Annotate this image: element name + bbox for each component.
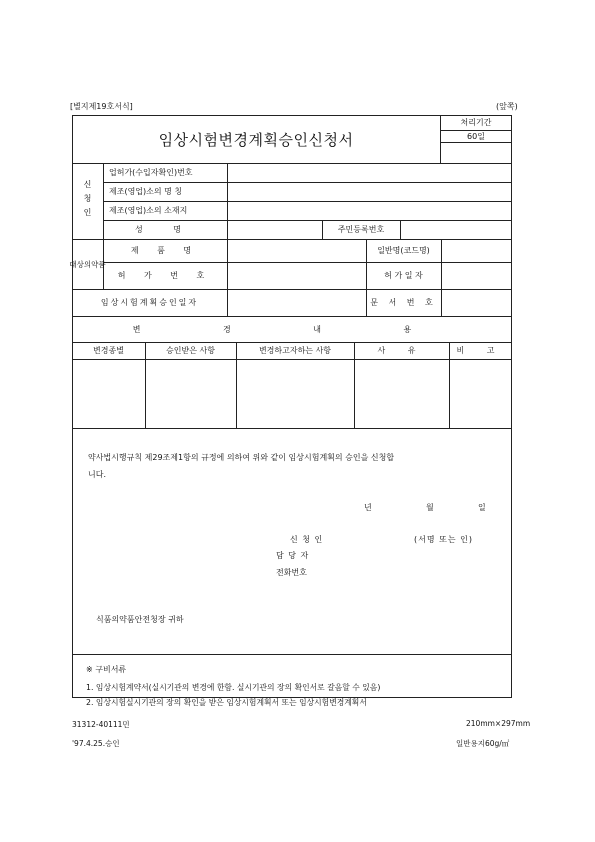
changes-section-title: 변 경 내 용: [132, 324, 452, 334]
resident-number-label: 주민등록번호: [337, 225, 385, 234]
company-name-label: 제조(영업)소의 명 칭: [109, 187, 183, 196]
signature-note: (서명 또는 인): [414, 535, 473, 544]
column-remarks: 비 고: [456, 346, 505, 355]
date-day-label: 일: [478, 503, 486, 512]
license-number-label: 업허가(수입자확인)번호: [109, 168, 193, 177]
document-number-field[interactable]: [442, 290, 511, 315]
date-month-label: 월: [426, 503, 434, 512]
remarks-field[interactable]: [450, 360, 511, 427]
applicant-name-label: 성 명: [135, 225, 195, 234]
attachment-item-2: 2. 임상시험실시기관의 장의 확인을 받은 임상시험계획서 또는 임상시험변경계획서: [86, 698, 367, 707]
attachments-title: ※ 구비서류: [86, 665, 127, 674]
page-side-label: (앞쪽): [496, 102, 518, 111]
reason-field[interactable]: [355, 360, 448, 427]
product-name-field[interactable]: [228, 240, 365, 261]
applicant-group-text: 신청인: [83, 180, 92, 222]
statement-line-1: 약사법시행규칙 제29조제1항의 규정에 의하여 위와 같이 임상시험계획의 승인을 신청합: [88, 453, 395, 462]
company-address-label: 제조(영업)소의 소재지: [109, 206, 188, 215]
processing-period-value: 60일: [467, 131, 485, 141]
document-number-label: 문 서 번 호: [370, 298, 437, 307]
change-type-field[interactable]: [73, 360, 144, 427]
document-title: 임상시험변경계획승인신청서: [158, 130, 354, 149]
permit-date-label: 허 가 일 자: [384, 271, 423, 280]
applicant-sign-label: 신 청 인: [290, 535, 324, 544]
requested-changes-field[interactable]: [237, 360, 353, 427]
approval-date-field[interactable]: [228, 290, 365, 315]
column-reason: 사 유: [377, 346, 426, 355]
applicant-group-label: [72, 163, 103, 239]
product-name-label: 제 품 명: [130, 246, 200, 255]
paper-size: 210mm×297mm: [466, 719, 531, 728]
date-year-label: 년: [364, 503, 372, 512]
company-name-field[interactable]: [228, 183, 511, 200]
phone-label: 전화번호: [276, 568, 307, 577]
approval-date-label: 임상시험계획승인일자: [100, 298, 199, 307]
attachment-item-1: 1. 임상시험계약서(실시기관의 변경에 한함. 실시기관의 장의 확인서로 갈음할 수 있음): [86, 683, 381, 692]
column-change-type: 변경종별: [93, 346, 124, 355]
column-approved-items: 승인받은 사항: [166, 346, 215, 355]
drug-group-label: 대상의약품: [69, 259, 106, 269]
license-number-field[interactable]: [228, 164, 511, 181]
resident-number-field[interactable]: [401, 221, 511, 238]
paper-type: 일반용지60g/㎡: [456, 739, 510, 748]
approved-items-field[interactable]: [146, 360, 235, 427]
company-address-field[interactable]: [228, 202, 511, 219]
column-requested-changes: 변경하고자하는 사항: [258, 346, 332, 355]
generic-name-label: 일반명(코드명): [377, 246, 430, 255]
generic-name-field[interactable]: [442, 240, 511, 261]
permit-date-field[interactable]: [442, 263, 511, 288]
permit-number-label: 허 가 번 호: [117, 271, 213, 280]
form-code: 31312-40111민: [72, 720, 130, 729]
person-in-charge-label: 담 당 자: [276, 551, 310, 560]
form-number: [별지제19호서식]: [70, 102, 133, 111]
applicant-name-field[interactable]: [228, 221, 321, 238]
statement-line-2: 니다.: [88, 470, 106, 479]
permit-number-field[interactable]: [228, 263, 365, 288]
addressee: 식품의약품안전청장 귀하: [96, 615, 184, 624]
processing-period-label: 처리기간: [460, 118, 492, 127]
approval-note: '97.4.25.승인: [72, 739, 120, 748]
